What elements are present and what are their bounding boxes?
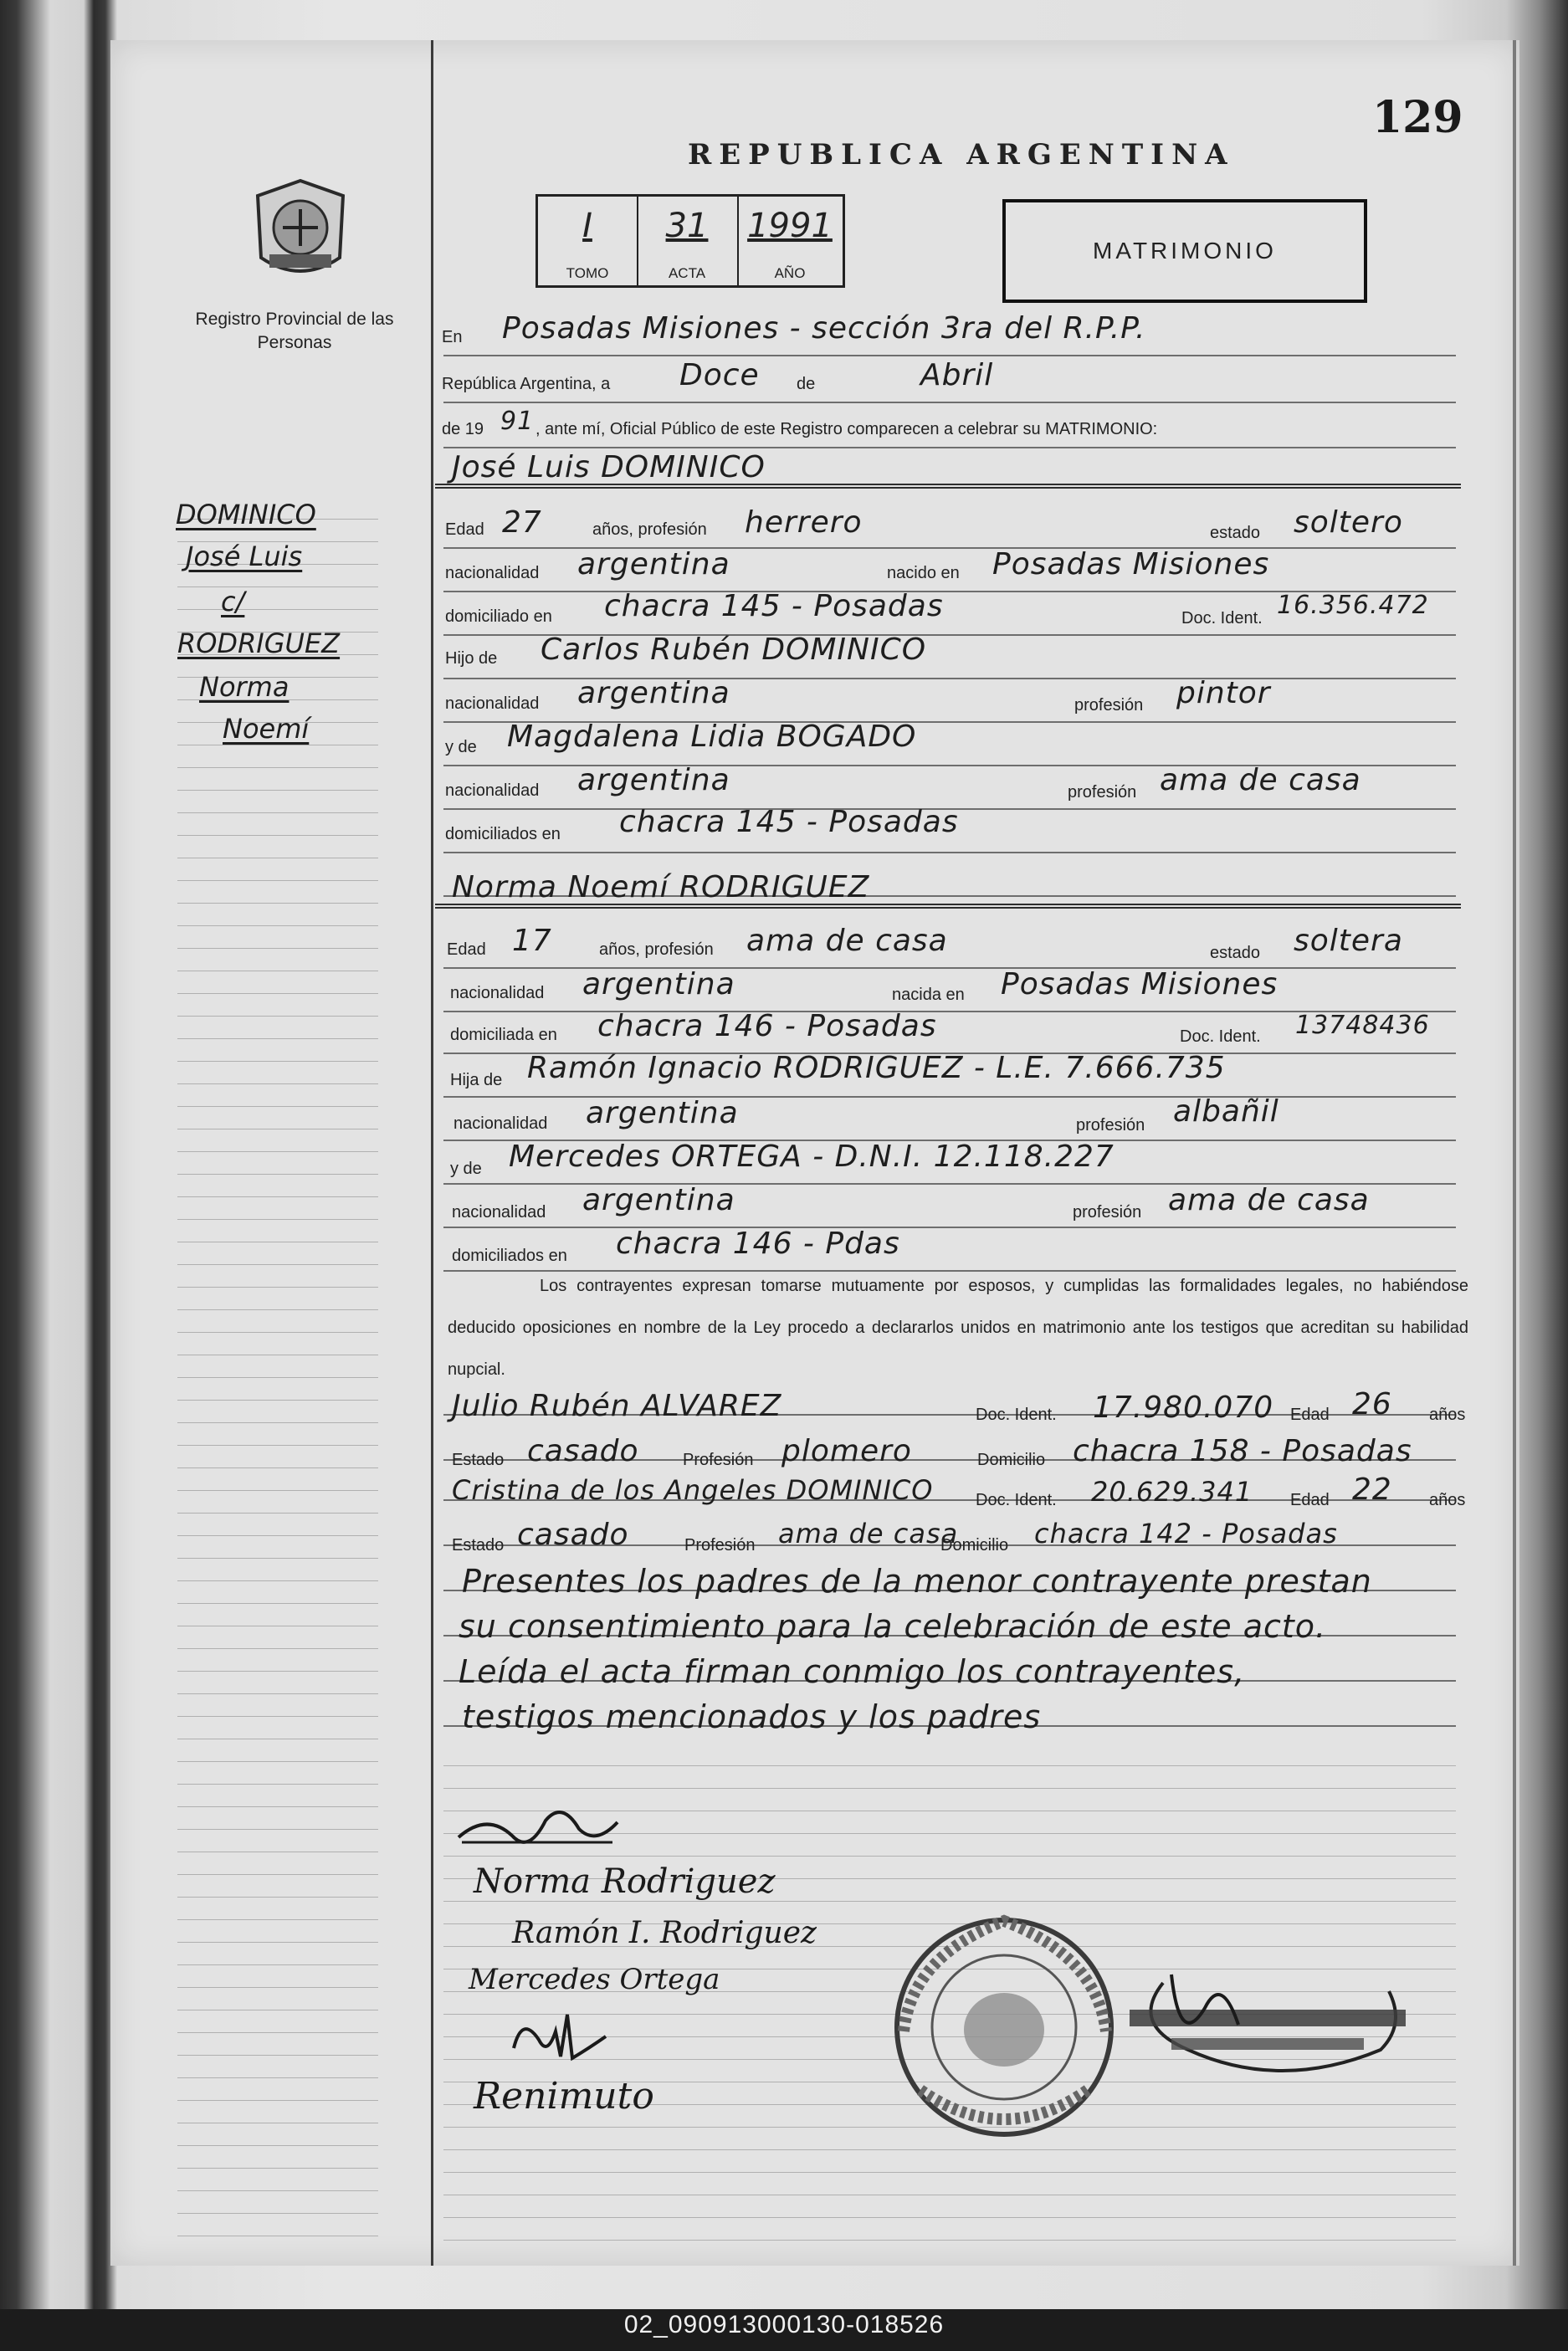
groom-mprof-label: profesión — [1068, 783, 1137, 802]
bride-parents-dom: chacra 146 - Pdas — [616, 1227, 900, 1261]
bride-edad-label: Edad — [447, 940, 486, 959]
margin-rule-line — [177, 1016, 378, 1017]
margin-rule-line — [177, 2055, 378, 2056]
groom-domicilio: chacra 145 - Posadas — [604, 589, 944, 623]
margin-rule-line — [177, 1490, 378, 1491]
bride-estado-label: estado — [1210, 944, 1261, 962]
groom-doc-label: Doc. Ident. — [1181, 609, 1263, 627]
margin-rule-line — [177, 880, 378, 881]
margin-rule-line — [177, 1038, 378, 1039]
witness2-doc: 20.629.341 — [1091, 1476, 1253, 1508]
margin-rule-line — [177, 1829, 378, 1830]
bride-nac-label: nacionalidad — [450, 984, 545, 1002]
tomo-value: I — [582, 207, 592, 245]
groom-fnac-label: nacionalidad — [445, 694, 540, 713]
groom-dom-label: domiciliado en — [445, 607, 552, 626]
bride-domicilio: chacra 146 - Posadas — [597, 1009, 937, 1043]
groom-father-prof: pintor — [1176, 676, 1271, 710]
witness2-prof-label: Profesión — [684, 1536, 756, 1555]
bride-nacida-label: nacida en — [892, 986, 965, 1004]
margin-rule-line — [177, 1535, 378, 1536]
margin-rule-line — [177, 1332, 378, 1333]
official-signature-icon — [453, 1804, 621, 1862]
witness1-domicilio: chacra 158 - Posadas — [1073, 1434, 1412, 1468]
registry-name: Registro Provincial de las Personas — [195, 310, 394, 352]
place-value: Posadas Misiones - sección 3ra del R.P.P. — [502, 311, 1146, 346]
bride-mnac-label: nacionalidad — [452, 1203, 546, 1222]
margin-rule-line — [177, 1806, 378, 1807]
en-label: En — [442, 328, 463, 346]
margin-rule-line — [177, 1377, 378, 1378]
field-line — [443, 447, 1456, 448]
marriage-formula: Los contrayentes expresan tomarse mutuamente por esposos, y cumplidas las formalidades legales, no habiéndose deducido oposiciones en nombre de la Ley procedo a declararlos unidos en matrimonio ante los testigos que acreditan su habilidad nupcial. — [448, 1277, 1468, 1379]
field-line — [443, 1227, 1456, 1228]
margin-rule-line — [177, 1919, 378, 1920]
margin-rule-line — [177, 790, 378, 791]
margin-rule-line — [177, 1603, 378, 1604]
file-code: 02_090913000130-018526 — [623, 2311, 945, 2338]
margin-rule-line — [177, 767, 378, 768]
page-edge — [1513, 40, 1516, 2266]
tomo-cell — [538, 197, 638, 285]
margin-rule-line — [177, 2032, 378, 2033]
margin-rule-line — [177, 1558, 378, 1559]
groom-father-nac: argentina — [577, 676, 730, 710]
witness2-dom-label: Domicilio — [940, 1536, 1009, 1555]
witness-signature-icon — [505, 2006, 614, 2065]
groom-profesion: herrero — [745, 505, 863, 540]
note-line-4: testigos mencionados y los padres — [462, 1698, 1042, 1735]
body-rule-line — [443, 2217, 1456, 2218]
note-line-2: su consentimiento para la celebración de este acto. — [459, 1608, 1327, 1645]
margin-rule-line — [177, 1874, 378, 1875]
month-value: Abril — [920, 358, 994, 392]
groom-pdom-label: domiciliados en — [445, 825, 561, 843]
margin-rule-line — [177, 1422, 378, 1423]
witness2-doc-label: Doc. Ident. — [976, 1491, 1057, 1509]
groom-edad-label: Edad — [445, 520, 484, 539]
groom-mother: Magdalena Lidia BOGADO — [507, 720, 917, 754]
groom-mother-nac: argentina — [577, 763, 730, 797]
sidebar-surname: DOMINICO — [176, 499, 316, 530]
bride-edad: 17 — [512, 924, 552, 958]
groom-hijo-label: Hijo de — [445, 649, 498, 668]
country-title: REPUBLICA ARGENTINA — [688, 138, 1235, 172]
groom-estado-label: estado — [1210, 524, 1261, 542]
groom-fprof-label: profesión — [1074, 696, 1144, 715]
groom-profesion-label: años, profesión — [592, 520, 707, 539]
witness2-edad-label: Edad — [1290, 1491, 1330, 1509]
margin-rule-line — [177, 1716, 378, 1717]
groom-mother-prof: ama de casa — [1160, 763, 1361, 797]
witness2-estado: casado — [517, 1518, 629, 1552]
anio-cell — [737, 197, 843, 285]
margin-rule-line — [177, 925, 378, 926]
groom-parents-dom: chacra 145 - Posadas — [619, 805, 959, 839]
body-rule-line — [443, 2172, 1456, 2173]
field-line — [443, 852, 1456, 853]
groom-estado: soltero — [1294, 505, 1403, 540]
sidebar-bride-surname: RODRIGUEZ — [177, 627, 341, 659]
note-line-3: Leída el acta firman conmigo los contrayentes, — [459, 1653, 1246, 1690]
witness2-name: Cristina de los Angeles DOMINICO — [452, 1474, 934, 1506]
margin-rule-line — [177, 1106, 378, 1107]
signature-bride-mother: Mercedes Ortega — [469, 1963, 720, 1996]
bride-hija-label: Hija de — [450, 1071, 503, 1089]
page-number: 129 — [1372, 92, 1463, 143]
bride-father: Ramón Ignacio RODRIGUEZ - L.E. 7.666.735 — [527, 1051, 1226, 1085]
margin-rule-line — [177, 2213, 378, 2214]
margin-rule-line — [177, 1897, 378, 1898]
act-type-box — [1002, 199, 1367, 303]
bride-mprof-label: profesión — [1073, 1203, 1142, 1222]
margin-rule-line — [177, 1513, 378, 1514]
witness2-domicilio: chacra 142 - Posadas — [1034, 1518, 1338, 1549]
margin-rule-line — [177, 1196, 378, 1197]
field-line — [443, 355, 1456, 356]
margin-rule-line — [177, 1580, 378, 1581]
margin-rule-line — [177, 1987, 378, 1988]
margin-rule-line — [177, 903, 378, 904]
bride-profesion: ama de casa — [746, 924, 948, 958]
witness1-prof-label: Profesión — [683, 1451, 754, 1469]
body-rule-line — [443, 2149, 1456, 2150]
margin-rule-line — [177, 1467, 378, 1468]
body-rule-line — [443, 1765, 1456, 1766]
acta-value: 31 — [665, 207, 709, 245]
sidebar-bride-first: Norma — [199, 671, 290, 703]
acta-label: ACTA — [668, 265, 706, 281]
field-line — [443, 402, 1456, 403]
margin-rule-line — [177, 1264, 378, 1265]
bride-fnac-label: nacionalidad — [453, 1114, 548, 1133]
witness2-edad: 22 — [1352, 1473, 1392, 1507]
witness1-anos-label: años — [1429, 1406, 1466, 1424]
year-prefix: de 19 — [442, 420, 484, 438]
margin-rule-line — [177, 1287, 378, 1288]
volume-act-year-box — [535, 194, 845, 288]
signature-bride-father: Ramón I. Rodriguez — [512, 1916, 817, 1950]
bride-mother-nac: argentina — [582, 1183, 735, 1217]
margin-rule-line — [177, 1174, 378, 1175]
bride-fprof-label: profesión — [1076, 1116, 1145, 1135]
groom-nacido-label: nacido en — [887, 564, 960, 582]
margin-rule-line — [177, 2168, 378, 2169]
section-separator — [435, 907, 1461, 909]
anio-value: 1991 — [747, 207, 833, 245]
witness1-dom-label: Domicilio — [977, 1451, 1046, 1469]
witness1-estado: casado — [527, 1434, 639, 1468]
margin-rule-line — [177, 948, 378, 949]
margin-rule-line — [177, 1151, 378, 1152]
witness1-edad-label: Edad — [1290, 1406, 1330, 1424]
margin-rule-line — [177, 2077, 378, 2078]
bride-yde-label: y de — [450, 1160, 482, 1178]
bride-profesion-label: años, profesión — [599, 940, 714, 959]
section-separator — [435, 487, 1461, 489]
body-rule-line — [443, 1788, 1456, 1789]
bride-mother: Mercedes ORTEGA - D.N.I. 12.118.227 — [509, 1140, 1115, 1174]
witness1-name: Julio Rubén ALVAREZ — [452, 1389, 782, 1423]
groom-yde-label: y de — [445, 738, 477, 756]
witness1-doc-label: Doc. Ident. — [976, 1406, 1057, 1424]
year-value: 91 — [500, 407, 535, 436]
margin-rule-line — [177, 1400, 378, 1401]
margin-rule-line — [177, 1219, 378, 1220]
margin-rule-line — [177, 993, 378, 994]
groom-nac-label: nacionalidad — [445, 564, 540, 582]
bride-pdom-label: domiciliados en — [452, 1247, 567, 1265]
bride-nacionalidad: argentina — [582, 967, 735, 1001]
groom-doc: 16.356.472 — [1277, 591, 1429, 620]
margin-rule-line — [177, 609, 378, 610]
margin-rule-line — [177, 1761, 378, 1762]
bride-name: Norma Noemí RODRIGUEZ — [452, 870, 870, 904]
margin-rule-line — [177, 1964, 378, 1965]
day-value: Doce — [679, 358, 760, 392]
groom-father: Carlos Rubén DOMINICO — [541, 633, 927, 667]
bride-mother-prof: ama de casa — [1168, 1183, 1370, 1217]
acta-cell — [637, 197, 739, 285]
groom-mnac-label: nacionalidad — [445, 781, 540, 800]
margin-rule-line — [177, 1942, 378, 1943]
bride-father-nac: argentina — [586, 1096, 739, 1130]
signature-bride: Norma Rodriguez — [474, 1862, 776, 1901]
bride-dom-label: domiciliada en — [450, 1026, 557, 1044]
margin-rule-line — [177, 835, 378, 836]
margin-rule-line — [177, 1445, 378, 1446]
official-stamp-icon — [887, 1906, 1121, 2149]
sidebar-conj: c/ — [221, 586, 245, 617]
act-type-label: MATRIMONIO — [1093, 238, 1277, 264]
statement-text: , ante mí, Oficial Público de este Registro comparecen a celebrar su MATRIMONIO: — [535, 420, 1158, 438]
bride-nacida: Posadas Misiones — [1001, 967, 1278, 1001]
witness2-anos-label: años — [1429, 1491, 1466, 1509]
margin-rule-line — [177, 2190, 378, 2191]
groom-nacido: Posadas Misiones — [992, 547, 1270, 581]
bride-doc-label: Doc. Ident. — [1180, 1027, 1261, 1046]
sidebar-bride-second: Noemí — [223, 713, 310, 745]
margin-rule-line — [177, 1693, 378, 1694]
groom-edad: 27 — [502, 505, 542, 540]
signature-renimuto: Renimuto — [474, 2075, 654, 2118]
margin-rule-line — [177, 1083, 378, 1084]
body-rule-line — [443, 1901, 1456, 1902]
margin-rule-line — [177, 2145, 378, 2146]
de-label: de — [797, 375, 816, 393]
margin-rule-line — [177, 1648, 378, 1649]
witness2-profesion: ama de casa — [778, 1518, 959, 1549]
bride-doc: 13748436 — [1295, 1011, 1430, 1040]
margin-rule-line — [177, 1671, 378, 1672]
bride-estado: soltera — [1294, 924, 1403, 958]
margin-rule-line — [177, 1784, 378, 1785]
margin-rule-line — [177, 1309, 378, 1310]
witness1-profesion: plomero — [781, 1434, 912, 1468]
witness2-estado-label: Estado — [452, 1536, 505, 1555]
anio-label: AÑO — [774, 265, 806, 281]
note-line-1: Presentes los padres de la menor contrayente prestan — [462, 1563, 1372, 1600]
margin-rule-line — [177, 586, 378, 587]
groom-name: José Luis DOMINICO — [452, 450, 766, 484]
witness1-estado-label: Estado — [452, 1451, 505, 1469]
body-rule-line — [443, 2240, 1456, 2241]
witness1-edad: 26 — [1352, 1387, 1392, 1421]
sidebar-given: José Luis — [186, 540, 303, 572]
margin-rule-line — [177, 812, 378, 813]
margin-rule-line — [177, 1061, 378, 1062]
margin-rule-line — [177, 2100, 378, 2101]
registrar-seal-icon — [1113, 1958, 1422, 2100]
margin-divider — [431, 40, 433, 2266]
bride-father-prof: albañil — [1173, 1094, 1279, 1129]
tomo-label: TOMO — [566, 265, 609, 281]
provincial-emblem-icon — [249, 177, 351, 286]
groom-nacionalidad: argentina — [577, 547, 730, 581]
witness1-doc: 17.980.070 — [1093, 1391, 1274, 1425]
republica-label: República Argentina, a — [442, 375, 611, 393]
